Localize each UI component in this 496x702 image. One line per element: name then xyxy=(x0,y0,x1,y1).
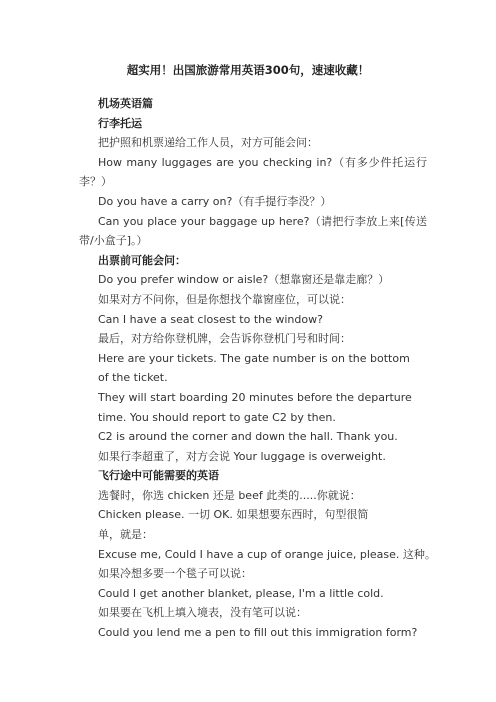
paragraph-line: They will start boarding 20 minutes before the departure xyxy=(98,390,412,404)
section-heading: 行李托运 xyxy=(98,116,142,130)
paragraph-line: 把护照和机票递给工作人员，对方可能会问： xyxy=(98,136,318,150)
section-heading: 飞行途中可能需要的英语 xyxy=(98,469,219,483)
paragraph-line: 选餐时，你选 chicken 还是 beef 此类的.....你就说： xyxy=(98,488,361,502)
paragraph-line: of the ticket. xyxy=(98,371,168,385)
paragraph-line: Can you place your baggage up here?（请把行李放上来[传送带/小盒子]。） xyxy=(79,214,427,248)
paragraph-line: 如果行李超重了，对方会说 Your luggage is overweight. xyxy=(98,449,386,463)
paragraph-line: How many luggages are you checking in?（有多少件托运行李？） xyxy=(79,155,427,189)
paragraph-line: Do you have a carry on?（有手提行李没？） xyxy=(98,194,332,208)
section-heading: 出票前可能会问： xyxy=(98,253,186,267)
paragraph-line: 如果要在飞机上填入境表，没有笔可以说： xyxy=(98,606,307,620)
article-body xyxy=(79,94,436,643)
paragraph-line: time. You should report to gate C2 by then. xyxy=(98,410,336,424)
paragraph-line: Could you lend me a pen to fill out this immigration form? xyxy=(98,626,418,640)
paragraph-line: Excuse me, Could I have a cup of orange juice, please. 这种。 xyxy=(98,547,436,561)
paragraph-line: Can I have a seat closest to the window? xyxy=(98,312,323,326)
paragraph-line: 如果冷想多要一个毯子可以说： xyxy=(98,567,252,581)
paragraph-line: Do you prefer window or aisle?（想靠窗还是靠走廊？） xyxy=(98,273,390,287)
paragraph-line: 最后，对方给你登机牌，会告诉你登机门号和时间： xyxy=(98,332,351,346)
paragraph-line: Could I get another blanket, please, I'm a little cold. xyxy=(98,586,384,600)
paragraph-line: C2 is around the corner and down the hall. Thank you. xyxy=(98,430,398,444)
paragraph-line: 单，就是： xyxy=(98,528,153,542)
paragraph-line: Chicken please. 一切 OK. 如果想要东西时，句型很简 xyxy=(98,508,369,522)
paragraph-line: 如果对方不问你，但是你想找个靠窗座位，可以说： xyxy=(98,292,351,306)
paragraph-line: Here are your tickets. The gate number is on the bottom xyxy=(98,351,410,365)
page-title: 超实用！出国旅游常用英语300句，速速收藏！ xyxy=(126,63,370,77)
section-heading: 机场英语篇 xyxy=(98,97,153,110)
